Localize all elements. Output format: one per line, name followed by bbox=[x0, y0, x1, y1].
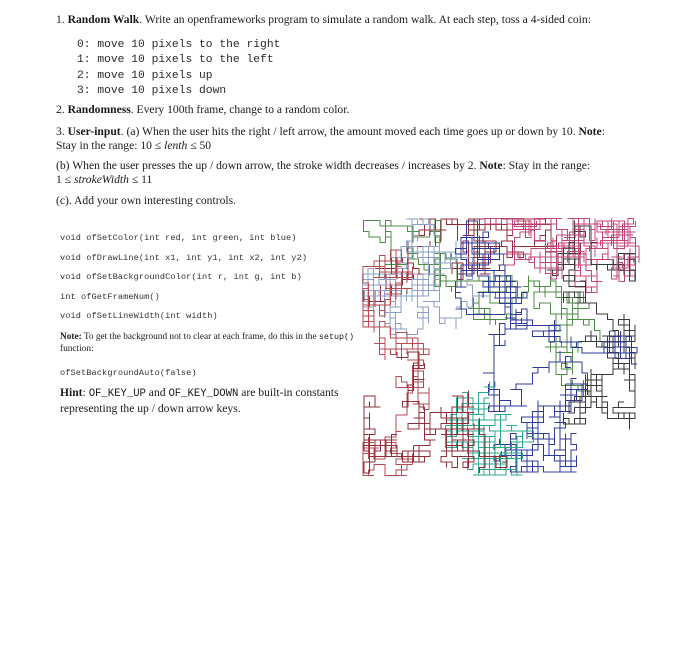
random-walk-figure bbox=[355, 212, 645, 482]
question-title: User-input bbox=[67, 125, 121, 138]
move-list bbox=[77, 38, 280, 100]
move-item: 0: move 10 pixels to the right bbox=[77, 39, 281, 51]
question-number: 3. bbox=[56, 125, 65, 138]
range-variable: strokeWidth bbox=[73, 173, 129, 186]
range-a: Stay in the range: 10 ≤ lenth ≤ 50 bbox=[56, 139, 212, 152]
api-note: Note: To get the background not to clear at each frame, do this in the setup() function: bbox=[60, 332, 355, 354]
api-call: ofSetBackgroundAuto(false) bbox=[60, 368, 197, 378]
hint: Hint: OF_KEY_UP and OF_KEY_DOWN are built-in constants representing the up / down arrow keys. bbox=[60, 386, 339, 415]
move-item: 3: move 10 pixels down bbox=[77, 85, 227, 98]
question-2 bbox=[56, 103, 349, 117]
range-b: 1 ≤ strokeWidth ≤ 11 bbox=[56, 173, 153, 186]
question-1 bbox=[56, 13, 591, 27]
move-item: 2: move 10 pixels up bbox=[77, 69, 213, 82]
range-variable: lenth bbox=[164, 139, 188, 152]
question-title: Randomness bbox=[67, 103, 131, 116]
api-function: void ofSetLineWidth(int width) bbox=[60, 311, 218, 322]
move-item: 1: move 10 pixels to the left bbox=[77, 54, 274, 67]
question-title: Random Walk bbox=[67, 13, 140, 26]
api-function: void ofSetColor(int red, int green, int blue) bbox=[60, 233, 297, 243]
question-text: . Write an openframeworks program to simulate a random walk. At each step, toss a 4-sided coin: bbox=[139, 13, 591, 26]
question-text: . Every 100th frame, change to a random color. bbox=[130, 103, 350, 116]
question-3b: (b) When the user presses the up / down arrow, the stroke width decreases / increases by 2. Note: Stay in the range: bbox=[56, 159, 591, 172]
question-number: 1. bbox=[56, 13, 65, 26]
api-function: int ofGetFrameNum() bbox=[60, 291, 160, 302]
question-3a: 3. User-input. (a) When the user hits the right / left arrow, the amount moved each time goes up or down by 10. Note: bbox=[56, 125, 605, 138]
api-function-list bbox=[60, 229, 307, 327]
question-3c: (c). Add your own interesting controls. bbox=[56, 194, 236, 207]
question-number: 2. bbox=[56, 103, 65, 116]
api-function: void ofDrawLine(int x1, int y1, int x2, int y2) bbox=[60, 252, 308, 263]
api-function: void ofSetBackgroundColor(int r, int g, int b) bbox=[60, 272, 302, 283]
walk-path bbox=[363, 219, 490, 335]
